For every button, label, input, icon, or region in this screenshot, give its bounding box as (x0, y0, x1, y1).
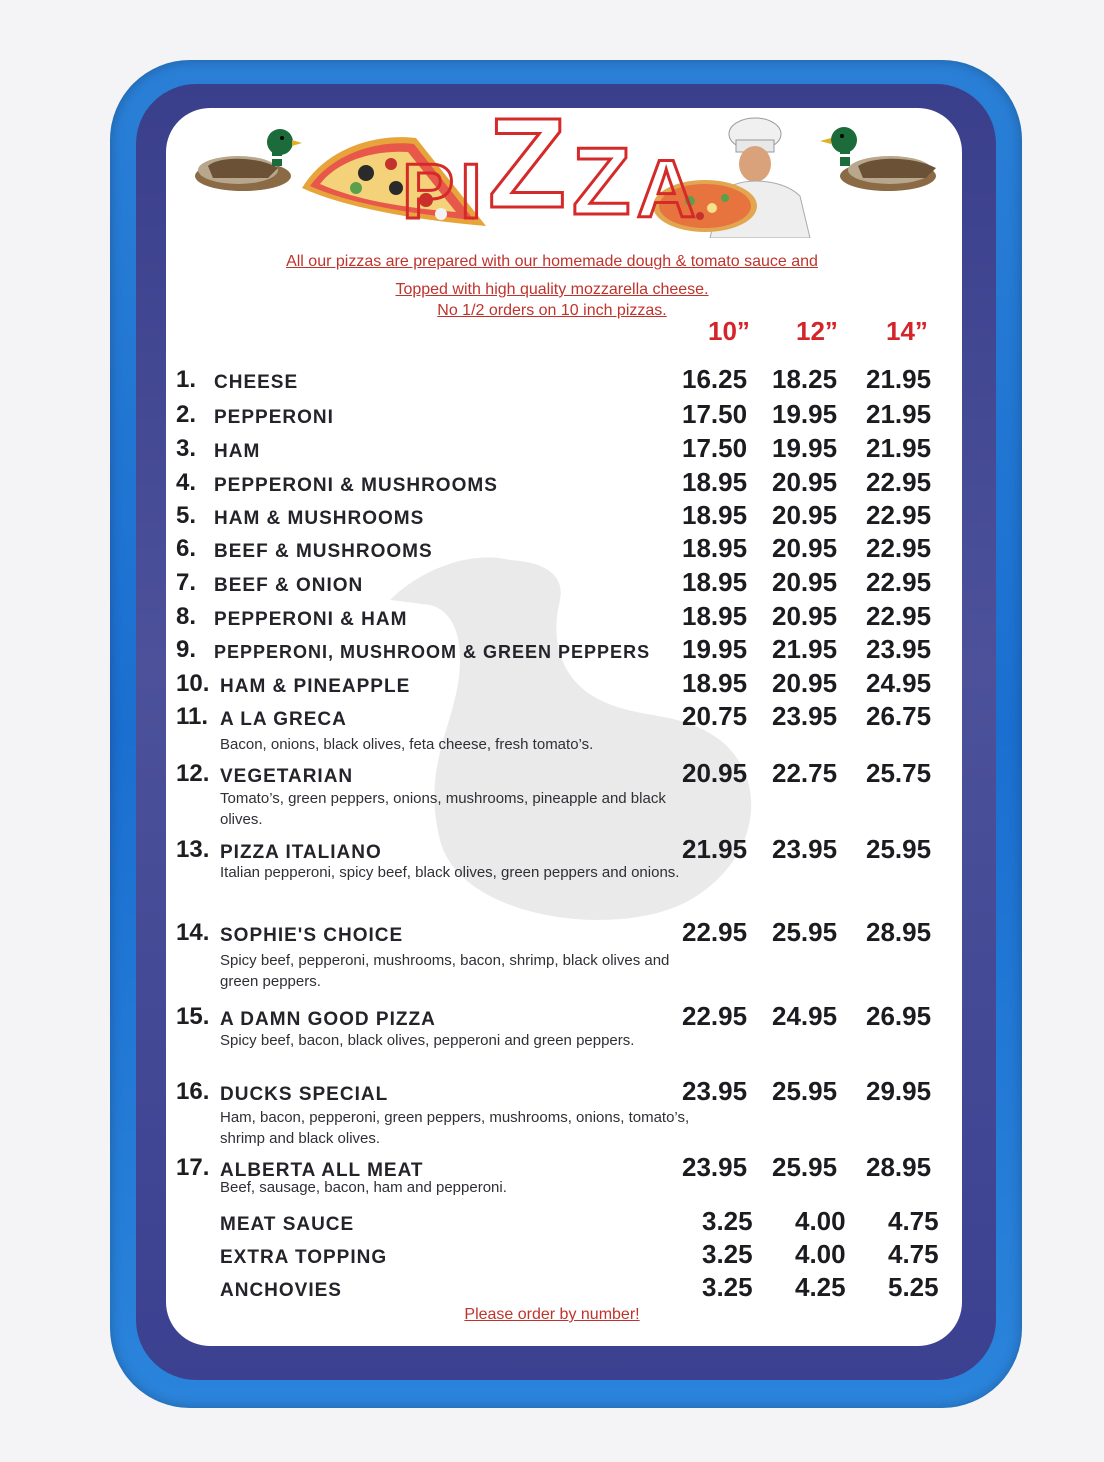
item-price: 19.95 (772, 433, 838, 463)
item-price: 26.75 (866, 701, 932, 731)
extra-name: EXTRA TOPPING (220, 1247, 388, 1268)
item-price: 20.95 (772, 467, 838, 497)
item-number: 13. (176, 836, 210, 863)
item-price: 20.75 (682, 701, 748, 731)
item-price: 22.95 (682, 1001, 748, 1031)
item-price: 26.95 (866, 1001, 932, 1031)
item-price: 17.50 (682, 399, 748, 429)
item-price: 25.75 (866, 758, 932, 788)
item-description: Bacon, onions, black olives, feta cheese, fresh tomato’s. (220, 736, 594, 753)
title-letter: A (636, 144, 702, 235)
item-number: 16. (176, 1078, 210, 1105)
item-price: 29.95 (866, 1076, 932, 1106)
item-price: 25.95 (866, 834, 932, 864)
item-name: SOPHIE'S CHOICE (220, 925, 404, 946)
item-price: 28.95 (866, 917, 932, 947)
item-price: 20.95 (772, 500, 838, 530)
item-name: PEPPERONI, MUSHROOM & GREEN PEPPERS (214, 642, 651, 662)
extra-name: ANCHOVIES (220, 1280, 342, 1301)
item-price: 22.95 (866, 500, 932, 530)
item-name: A DAMN GOOD PIZZA (220, 1009, 436, 1030)
item-description: Spicy beef, pepperoni, mushrooms, bacon, shrimp, black olives and green peppers. (220, 952, 670, 990)
item-number: 12. (176, 760, 210, 787)
title-letter: P (402, 147, 461, 235)
item-price: 17.50 (682, 433, 748, 463)
item-description: Beef, sausage, bacon, ham and pepperoni. (220, 1179, 507, 1196)
item-description: Tomato’s, green peppers, onions, mushrooms, pineapple and black olives. (220, 790, 666, 828)
item-name: BEEF & ONION (214, 575, 364, 596)
extra-price: 4.00 (795, 1206, 846, 1236)
title-letter: Z (572, 128, 637, 235)
intro-line: Topped with high quality mozzarella cheese. (395, 281, 709, 298)
item-price: 22.95 (866, 567, 932, 597)
item-number: 7. (176, 569, 197, 596)
extra-price: 4.00 (795, 1239, 846, 1269)
item-name: PEPPERONI & MUSHROOMS (214, 475, 498, 496)
item-name: HAM (214, 441, 261, 462)
item-price: 28.95 (866, 1152, 932, 1182)
extra-price: 4.25 (795, 1272, 846, 1302)
item-price: 22.95 (866, 601, 932, 631)
extra-price: 4.75 (888, 1206, 939, 1236)
item-price: 23.95 (772, 701, 838, 731)
item-price: 25.95 (772, 917, 838, 947)
item-name: CHEESE (214, 372, 299, 393)
extra-name: MEAT SAUCE (220, 1214, 355, 1235)
item-price: 20.95 (772, 567, 838, 597)
size-header-12: 12” (796, 316, 838, 346)
item-price: 21.95 (682, 834, 748, 864)
item-price: 21.95 (866, 433, 932, 463)
item-price: 16.25 (682, 364, 748, 394)
size-header-10: 10” (708, 316, 750, 346)
item-description: Ham, bacon, pepperoni, green peppers, mushrooms, onions, tomato’s, shrimp and black olives. (220, 1109, 690, 1147)
item-price: 21.95 (866, 364, 932, 394)
item-description: Italian pepperoni, spicy beef, black olives, green peppers and onions. (220, 864, 680, 881)
item-price: 18.95 (682, 467, 748, 497)
item-price: 23.95 (866, 634, 932, 664)
intro-line: No 1/2 orders on 10 inch pizzas. (437, 302, 667, 319)
item-name: HAM & MUSHROOMS (214, 508, 425, 529)
item-price: 22.95 (866, 533, 932, 563)
item-price: 21.95 (866, 399, 932, 429)
item-price: 23.95 (682, 1152, 748, 1182)
item-price: 20.95 (772, 668, 838, 698)
item-price: 20.95 (772, 533, 838, 563)
title-letter: I (460, 147, 488, 235)
item-name: HAM & PINEAPPLE (220, 676, 411, 697)
intro-line: All our pizzas are prepared with our homemade dough & tomato sauce and (286, 253, 818, 270)
item-name: PIZZA ITALIANO (220, 842, 382, 863)
item-price: 22.95 (866, 467, 932, 497)
item-price: 23.95 (682, 1076, 748, 1106)
extra-price: 5.25 (888, 1272, 939, 1302)
item-price: 23.95 (772, 834, 838, 864)
item-price: 22.75 (772, 758, 838, 788)
order-note: Please order by number! (464, 1306, 640, 1323)
item-number: 6. (176, 535, 197, 562)
extra-price: 3.25 (702, 1206, 753, 1236)
item-number: 3. (176, 435, 197, 462)
item-number: 17. (176, 1154, 210, 1181)
item-number: 10. (176, 670, 210, 697)
item-name: BEEF & MUSHROOMS (214, 541, 433, 562)
extra-price: 3.25 (702, 1239, 753, 1269)
item-name: ALBERTA ALL MEAT (220, 1160, 424, 1181)
item-price: 18.95 (682, 668, 748, 698)
item-price: 21.95 (772, 634, 838, 664)
extra-price: 3.25 (702, 1272, 753, 1302)
size-header-14: 14” (886, 316, 928, 346)
item-price: 22.95 (682, 917, 748, 947)
item-price: 25.95 (772, 1152, 838, 1182)
item-price: 19.95 (772, 399, 838, 429)
item-price: 20.95 (682, 758, 748, 788)
item-price: 20.95 (772, 601, 838, 631)
item-name: PEPPERONI & HAM (214, 609, 408, 630)
item-price: 19.95 (682, 634, 748, 664)
item-price: 24.95 (772, 1001, 838, 1031)
item-price: 24.95 (866, 668, 932, 698)
title-letter: Z (487, 92, 573, 235)
page-title (0, 90, 1104, 237)
item-number: 2. (176, 401, 197, 428)
item-price: 18.95 (682, 567, 748, 597)
item-number: 9. (176, 636, 197, 663)
item-number: 1. (176, 366, 197, 393)
item-number: 15. (176, 1003, 210, 1030)
item-price: 18.95 (682, 500, 748, 530)
item-price: 18.25 (772, 364, 838, 394)
item-number: 11. (176, 703, 209, 730)
extra-price: 4.75 (888, 1239, 939, 1269)
item-price: 18.95 (682, 601, 748, 631)
item-number: 4. (176, 469, 197, 496)
item-name: PEPPERONI (214, 407, 334, 428)
item-number: 14. (176, 919, 210, 946)
item-name: DUCKS SPECIAL (220, 1084, 389, 1105)
item-name: A LA GRECA (220, 709, 347, 730)
item-number: 8. (176, 603, 197, 630)
item-price: 25.95 (772, 1076, 838, 1106)
item-number: 5. (176, 502, 197, 529)
item-name: VEGETARIAN (220, 766, 354, 787)
item-description: Spicy beef, bacon, black olives, pepperoni and green peppers. (220, 1032, 635, 1049)
item-price: 18.95 (682, 533, 748, 563)
